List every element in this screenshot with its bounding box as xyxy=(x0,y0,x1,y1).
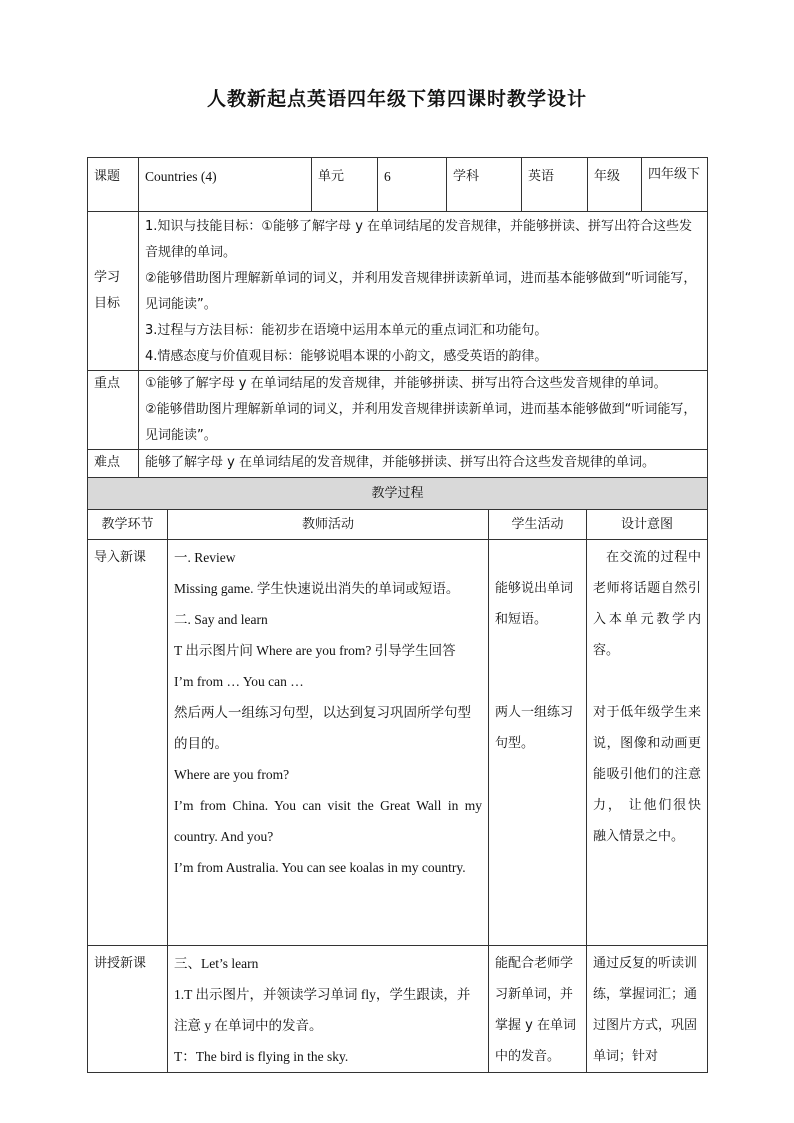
teacher-line: I’m from Australia. You can see koalas in my country. xyxy=(174,860,466,875)
key-points-row xyxy=(88,371,708,450)
topic-label: 课题 xyxy=(88,158,139,212)
key-points-label: 重点 xyxy=(88,371,139,450)
teacher-cell xyxy=(168,540,489,946)
teacher-line: 然后两人一组练习句型，以达到复习巩固所学句型的目的。 xyxy=(174,705,471,751)
student-line: 能够说出单词和短语。 xyxy=(495,581,574,627)
process-row-intro xyxy=(88,540,708,946)
key-points-content xyxy=(139,371,708,450)
intent-line: 在交流的过程中老师将话题自然引入本单元教学内容。 xyxy=(593,550,702,658)
student-cell xyxy=(489,540,587,946)
objective-line: 3.过程与方法目标：能初步在语境中运用本单元的重点词汇和功能句。 xyxy=(145,323,548,338)
col-teacher: 教师活动 xyxy=(168,510,489,540)
difficulty-label: 难点 xyxy=(88,450,139,478)
process-table xyxy=(87,477,708,1073)
teacher-line: Where are you from? xyxy=(174,767,290,782)
teacher-line: I’m from China. You can visit the Great Wall in my country. And you? xyxy=(174,798,482,844)
student-line: 两人一组练习句型。 xyxy=(495,705,574,751)
subject-value: 英语 xyxy=(522,158,588,212)
process-heading: 教学过程 xyxy=(88,478,708,510)
objective-line: 1.知识与技能目标：①能够了解字母 y 在单词结尾的发音规律，并能够拼读、拼写出符合这些发音规律的单词。 xyxy=(145,219,693,260)
col-intent: 设计意图 xyxy=(587,510,708,540)
info-table xyxy=(87,157,708,478)
unit-value: 6 xyxy=(378,158,447,212)
unit-label: 单元 xyxy=(312,158,378,212)
difficulty-content: 能够了解字母 y 在单词结尾的发音规律，并能够拼读、拼写出符合这些发音规律的单词。 xyxy=(139,450,708,478)
student-line: 能配合老师学习新单词，并掌握 y 在单词中的发音。 xyxy=(495,956,576,1064)
teacher-line: T：The bird is flying in the sky. xyxy=(174,1049,349,1064)
process-heading-row xyxy=(88,478,708,510)
key-point-line: ②能够借助图片理解新单词的词义，并利用发音规律拼读新单词，进而基本能够做到“听词能写，见词能读”。 xyxy=(145,402,697,443)
col-stage: 教学环节 xyxy=(88,510,168,540)
objective-line: ②能够借助图片理解新单词的词义，并利用发音规律拼读新单词，进而基本能够做到“听词能写，见词能读”。 xyxy=(145,271,697,312)
stage-cell: 导入新课 xyxy=(88,540,168,946)
document-title: 人教新起点英语四年级下第四课时教学设计 xyxy=(206,88,587,110)
process-row-teach xyxy=(88,946,708,1073)
intent-line: 通过反复的听读训练，掌握词汇；通过图片方式，巩固单词；针对 xyxy=(593,956,698,1064)
lesson-plan-table xyxy=(87,157,707,1073)
objectives-content xyxy=(139,212,708,371)
header-row xyxy=(88,158,708,212)
teacher-line: 三、Let’s learn xyxy=(174,956,259,971)
grade-label: 年级 xyxy=(588,158,642,212)
teacher-line: 1.T 出示图片，并领读学习单词 fly，学生跟读，并注意 y 在单词中的发音。 xyxy=(174,987,471,1033)
teacher-line: I’m from … You can … xyxy=(174,674,304,689)
col-student: 学生活动 xyxy=(489,510,587,540)
objectives-label: 学习目标 xyxy=(88,212,139,371)
subject-label: 学科 xyxy=(447,158,522,212)
intent-cell xyxy=(587,540,708,946)
difficulty-row xyxy=(88,450,708,478)
process-columns-row xyxy=(88,510,708,540)
teacher-line: 一. Review xyxy=(174,550,236,565)
teacher-line: T 出示图片问 Where are you from? 引导学生回答 xyxy=(174,643,456,658)
topic-value: Countries (4) xyxy=(139,158,312,212)
grade-value: 四年级下 xyxy=(642,158,708,212)
stage-cell: 讲授新课 xyxy=(88,946,168,1073)
intent-cell xyxy=(587,946,708,1073)
objectives-row xyxy=(88,212,708,371)
student-cell xyxy=(489,946,587,1073)
teacher-cell xyxy=(168,946,489,1073)
key-point-line: ①能够了解字母 y 在单词结尾的发音规律，并能够拼读、拼写出符合这些发音规律的单词。 xyxy=(145,376,667,391)
teacher-line: Missing game. 学生快速说出消失的单词或短语。 xyxy=(174,581,460,596)
intent-line: 对于低年级学生来说，图像和动画更能吸引他们的注意力， 让他们很快融入情景之中。 xyxy=(593,705,702,844)
objective-line: 4.情感态度与价值观目标：能够说唱本课的小韵文，感受英语的韵律。 xyxy=(145,349,548,364)
teacher-line: 二. Say and learn xyxy=(174,612,268,627)
